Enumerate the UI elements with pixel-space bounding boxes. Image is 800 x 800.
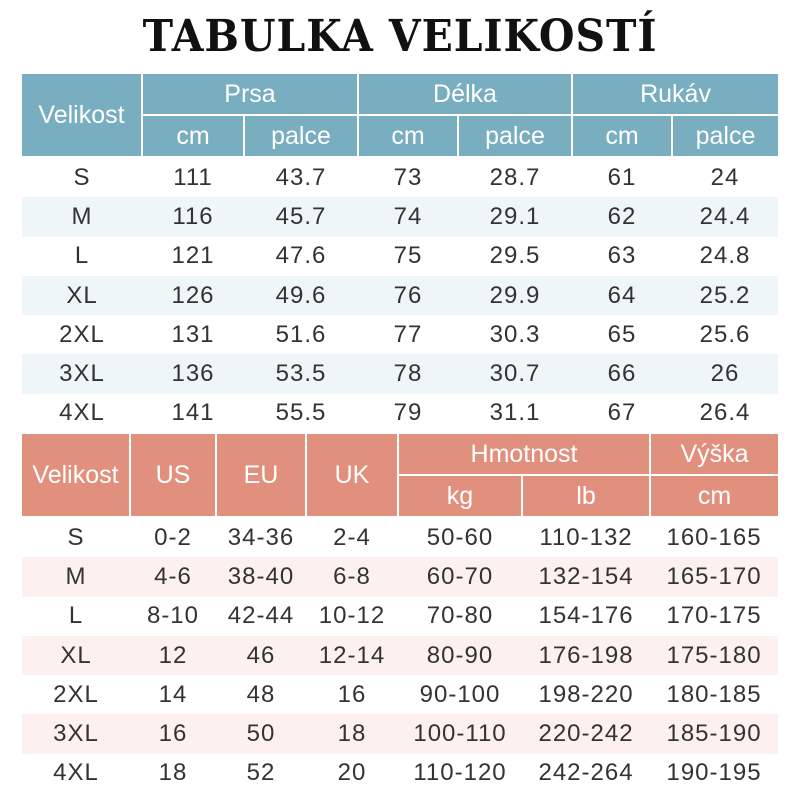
sleeve-group-header: Rukáv <box>572 74 778 115</box>
table-cell: 190-195 <box>666 759 762 787</box>
chest-inch-header: palce <box>244 115 358 157</box>
height-cm-header: cm <box>650 475 778 517</box>
uk-size-header: UK <box>306 434 398 517</box>
table-cell: 48 <box>246 680 276 708</box>
table-cell: 25.2 <box>672 276 778 315</box>
table-cell: 0-2 <box>154 523 192 551</box>
size-label-cell: 4XL <box>59 399 105 427</box>
size-label-cell: 2XL <box>53 680 99 708</box>
table-cell: 100-110 <box>398 714 522 753</box>
table-cell: 110-120 <box>413 759 507 787</box>
table-cell: 16 <box>130 714 216 753</box>
table-row <box>22 157 778 197</box>
size-label-cell: M <box>22 557 130 596</box>
table-cell: 46 <box>216 636 306 675</box>
table-row <box>22 197 778 236</box>
table-row <box>22 276 778 315</box>
table-cell: 136 <box>142 354 244 393</box>
table-cell: 61 <box>607 163 637 191</box>
table-cell: 45.7 <box>244 197 358 236</box>
table-cell: 78 <box>358 354 458 393</box>
size-label-cell: 3XL <box>22 714 130 753</box>
table-cell: 28.7 <box>489 163 541 191</box>
table-cell: 20 <box>337 759 367 787</box>
table-row <box>22 354 778 393</box>
length-group-header: Délka <box>358 74 572 115</box>
table-cell: 12 <box>130 636 216 675</box>
table-cell: 111 <box>173 163 213 191</box>
sleeve-cm-header: cm <box>572 115 672 157</box>
table-cell: 34-36 <box>227 523 295 551</box>
table-cell: 165-170 <box>650 557 778 596</box>
table-cell: 70-80 <box>426 602 494 630</box>
table-cell: 51.6 <box>275 320 327 348</box>
sleeve-inch-header: palce <box>672 115 778 157</box>
size-label-cell: S <box>73 163 91 191</box>
weight-group-header: Hmotnost <box>398 434 650 475</box>
table-cell: 198-220 <box>538 680 634 708</box>
table-row <box>22 754 778 793</box>
size-label-cell: M <box>22 197 142 236</box>
table-row <box>22 597 778 636</box>
table-cell: 24.8 <box>699 242 751 270</box>
table-cell: 242-264 <box>538 759 634 787</box>
table-cell: 170-175 <box>666 602 762 630</box>
table-cell: 74 <box>358 197 458 236</box>
table-cell: 67 <box>607 399 637 427</box>
table-cell: 116 <box>142 197 244 236</box>
table-cell: 38-40 <box>216 557 306 596</box>
table-cell: 24.4 <box>672 197 778 236</box>
table-row <box>22 237 778 276</box>
chest-cm-header: cm <box>142 115 244 157</box>
table-cell: 50-60 <box>426 523 494 551</box>
table-row <box>22 636 778 675</box>
size-label-cell: 2XL <box>59 320 105 348</box>
size-chart-measurements-table <box>22 74 778 433</box>
table-cell: 176-198 <box>522 636 650 675</box>
table-cell: 6-8 <box>306 557 398 596</box>
table-cell: 31.1 <box>489 399 541 427</box>
height-group-header: Výška <box>650 434 778 475</box>
table-cell: 132-154 <box>522 557 650 596</box>
table-cell: 141 <box>171 399 215 427</box>
table-cell: 50 <box>216 714 306 753</box>
weight-kg-header: kg <box>398 475 522 517</box>
table-cell: 126 <box>142 276 244 315</box>
size-label-cell: S <box>67 523 85 551</box>
table-cell: 10-12 <box>318 602 386 630</box>
table-cell: 66 <box>572 354 672 393</box>
table-cell: 160-165 <box>666 523 762 551</box>
length-inch-header: palce <box>458 115 572 157</box>
table-cell: 12-14 <box>306 636 398 675</box>
table-row <box>22 517 778 557</box>
size-column-header: Velikost <box>22 434 130 517</box>
table-cell: 25.6 <box>699 320 751 348</box>
table-cell: 29.9 <box>458 276 572 315</box>
weight-lb-header: lb <box>522 475 650 517</box>
table-row <box>22 394 778 433</box>
table-cell: 73 <box>393 163 423 191</box>
table-cell: 18 <box>306 714 398 753</box>
table-cell: 79 <box>393 399 423 427</box>
size-label-cell: L <box>68 602 84 630</box>
table-cell: 60-70 <box>398 557 522 596</box>
table-cell: 62 <box>572 197 672 236</box>
table-cell: 47.6 <box>275 242 327 270</box>
table-cell: 24 <box>710 163 740 191</box>
table-cell: 65 <box>607 320 637 348</box>
size-label-cell: 3XL <box>22 354 142 393</box>
table-cell: 53.5 <box>244 354 358 393</box>
table-cell: 90-100 <box>419 680 501 708</box>
size-chart-conversion-table <box>22 434 778 793</box>
size-column-header: Velikost <box>22 74 142 157</box>
table-cell: 76 <box>358 276 458 315</box>
table-cell: 26.4 <box>699 399 751 427</box>
table-row <box>22 557 778 596</box>
table-cell: 42-44 <box>227 602 295 630</box>
eu-size-header: EU <box>216 434 306 517</box>
page-title: TABULKA VELIKOSTÍ <box>142 11 658 62</box>
table-cell: 185-190 <box>650 714 778 753</box>
table-cell: 121 <box>171 242 215 270</box>
table-cell: 110-132 <box>539 523 633 551</box>
table-cell: 14 <box>158 680 188 708</box>
table-cell: 30.3 <box>489 320 541 348</box>
table-cell: 4-6 <box>130 557 216 596</box>
table-cell: 63 <box>607 242 637 270</box>
table-row <box>22 315 778 354</box>
table-cell: 75 <box>393 242 423 270</box>
table-cell: 52 <box>246 759 276 787</box>
chest-group-header: Prsa <box>142 74 358 115</box>
table-row <box>22 675 778 714</box>
table-cell: 2-4 <box>333 523 371 551</box>
table-cell: 26 <box>672 354 778 393</box>
size-label-cell: XL <box>22 276 142 315</box>
size-label-cell: XL <box>22 636 130 675</box>
table-cell: 16 <box>337 680 367 708</box>
table-cell: 43.7 <box>275 163 327 191</box>
table-cell: 131 <box>171 320 215 348</box>
table-cell: 175-180 <box>650 636 778 675</box>
size-label-cell: 4XL <box>53 759 99 787</box>
table-cell: 220-242 <box>522 714 650 753</box>
table-cell: 64 <box>572 276 672 315</box>
table-cell: 29.5 <box>489 242 541 270</box>
table-row <box>22 714 778 753</box>
length-cm-header: cm <box>358 115 458 157</box>
table-cell: 180-185 <box>666 680 762 708</box>
table-cell: 80-90 <box>398 636 522 675</box>
table-cell: 30.7 <box>458 354 572 393</box>
size-label-cell: L <box>74 242 90 270</box>
table-cell: 49.6 <box>244 276 358 315</box>
table-cell: 154-176 <box>538 602 634 630</box>
us-size-header: US <box>130 434 216 517</box>
table-cell: 55.5 <box>275 399 327 427</box>
table-cell: 18 <box>158 759 188 787</box>
table-cell: 29.1 <box>458 197 572 236</box>
table-cell: 77 <box>393 320 423 348</box>
table-cell: 8-10 <box>146 602 200 630</box>
